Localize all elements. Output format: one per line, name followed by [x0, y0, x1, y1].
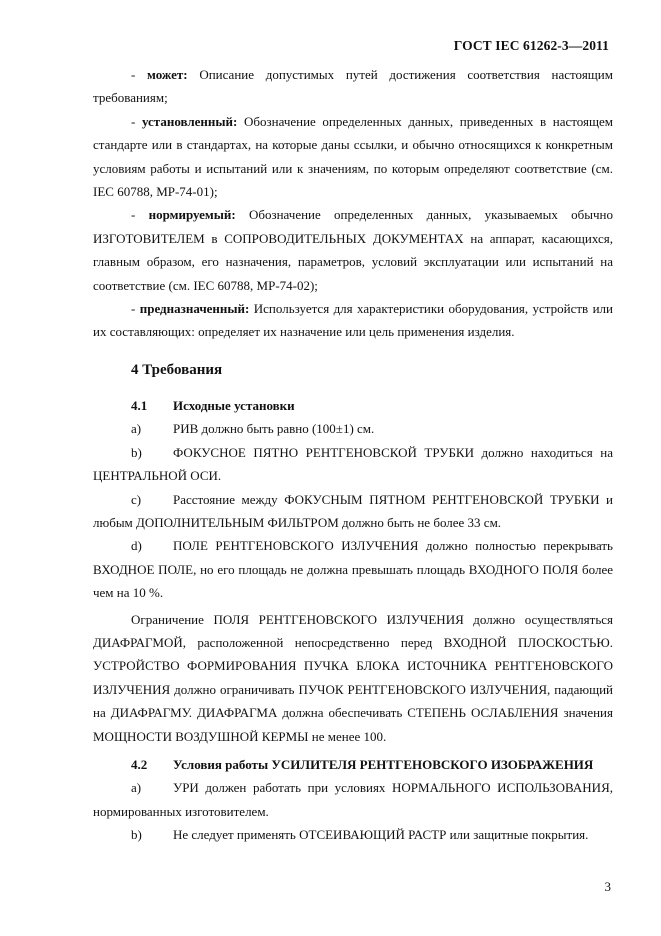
- list-marker: c): [131, 491, 142, 507]
- definition-term: предназначенный:: [139, 301, 250, 317]
- definition-term: может:: [147, 67, 188, 82]
- list-item: [93, 823, 613, 846]
- subsection-title: Исходные установки: [173, 397, 295, 413]
- list-text: РИВ должно быть равно (100±1) см.: [173, 421, 375, 437]
- list-text: Не следует применять ОТСЕИВАЮЩИЙ РАСТР или защитные покрытия.: [173, 827, 589, 843]
- subsection-title: Условия работы УСИЛИТЕЛЯ РЕНТГЕНОВСКОГО ИЗОБРАЖЕНИЯ: [173, 756, 594, 772]
- list-text: Расстояние между ФОКУСНЫМ ПЯТНОМ РЕНТГЕНОВСКОЙ ТРУБКИ и любым ДОПОЛНИТЕЛЬНЫМ ФИЛЬТРОМ должно быть не более 33 см.: [93, 491, 613, 530]
- list-marker: b): [131, 444, 142, 460]
- definition-text: Обозначение определенных данных, приведенных в настоящем стандарте или в стандартах, на которые даны ссылки, и обычно относящихся к конкретным условиям работы и испытаний или к значениям, по которым определяют соответствие (см. IEC 60788, МР-74-01);: [93, 113, 613, 200]
- list-text: УРИ должен работать при условиях НОРМАЛЬНОГО ИСПОЛЬЗОВАНИЯ, нормированных изготовителем.: [93, 780, 613, 819]
- definition-intended: - предназначенный: Используется для характеристики оборудования, устройств или их составляющих: определяет их назначение или цель применения изделия.: [93, 301, 613, 340]
- definition-text: Обозначение определенных данных, указываемых обычно ИЗГОТОВИТЕЛЕМ в СОПРОВОДИТЕЛЬНЫХ ДОКУМЕНТАХ на аппарат, касающихся, главным образом, его назначения, параметров, условий эксплуатации или испытаний на соответствие (см. IEC 60788, МР-74-02);: [93, 207, 613, 293]
- list-text: ФОКУСНОЕ ПЯТНО РЕНТГЕНОВСКОЙ ТРУБКИ должно находиться на ЦЕНТРАЛЬНОЙ ОСИ.: [93, 444, 613, 484]
- section-heading: 4 Требования: [131, 361, 223, 378]
- definition-text: Используется для характеристики оборудования, устройств или их составляющих: определяет их назначение или цель применения изделия.: [93, 301, 613, 340]
- definition-specified: - установленный: Обозначение определенных данных, приведенных в настоящем стандарте или в стандартах, на которые даны ссылки, и обычно относящихся к конкретным условиям работы и испытаний или к значениям, по которым определяют соответствие (см. IEC 60788, МР-74-01);: [93, 113, 613, 200]
- subsection-number: 4.1: [131, 397, 148, 413]
- list-marker: d): [131, 538, 142, 554]
- definition-term: нормируемый:: [148, 207, 236, 223]
- subsection-heading-4-2: [93, 753, 613, 776]
- subsection-number: 4.2: [131, 756, 148, 772]
- page-body: [93, 63, 613, 847]
- definition-may: - может: Описание допустимых путей достижения соответствия настоящим требованиям;: [93, 67, 613, 106]
- page-number: 3: [604, 879, 611, 894]
- list-marker: b): [131, 827, 142, 843]
- definition-normed: - нормируемый: Обозначение определенных данных, указываемых обычно ИЗГОТОВИТЕЛЕМ в СОПРОВОДИТЕЛЬНЫХ ДОКУМЕНТАХ на аппарат, касающихся, главным образом, его назначения, параметров, условий эксплуатации или испытаний на соответствие (см. IEC 60788, МР-74-02);: [93, 207, 613, 293]
- list-item: [93, 441, 613, 488]
- list-marker: a): [131, 780, 142, 796]
- subsection-heading-4-1: [93, 394, 613, 417]
- definition-text: Описание допустимых путей достижения соответствия настоящим требованиям;: [93, 67, 613, 106]
- definition-term: установленный:: [141, 113, 238, 129]
- list-item: [93, 488, 613, 535]
- paragraph-note: Ограничение ПОЛЯ РЕНТГЕНОВСКОГО ИЗЛУЧЕНИЯ должно осуществляться ДИАФРАГМОЙ, расположенной непосредственно перед ВХОДНОЙ ПЛОСКОСТЬЮ. УСТРОЙСТВО ФОРМИРОВАНИЯ ПУЧКА БЛОКА ИСТОЧНИКА РЕНТГЕНОВСКОГО ИЗЛУЧЕНИЯ должно ограничивать ПУЧОК РЕНТГЕНОВСКОГО ИЗЛУЧЕНИЯ, падающий на ДИАФРАГМУ. ДИАФРАГМА должна обеспечивать СТЕПЕНЬ ОСЛАБЛЕНИЯ значения МОЩНОСТИ ВОЗДУШНОЙ КЕРМЫ не менее 100.: [93, 611, 613, 744]
- document-code-header: ГОСТ IEC 61262-3—2011: [453, 38, 609, 53]
- list-item: [93, 776, 613, 823]
- list-item: [93, 534, 613, 604]
- list-text: ПОЛЕ РЕНТГЕНОВСКОГО ИЗЛУЧЕНИЯ должно полностью перекрывать ВХОДНОЕ ПОЛЕ, но его площадь не должна превышать площадь ВХОДНОГО ПОЛЯ более чем на 10 %.: [93, 538, 613, 601]
- list-marker: a): [131, 421, 142, 437]
- list-item: [93, 417, 613, 440]
